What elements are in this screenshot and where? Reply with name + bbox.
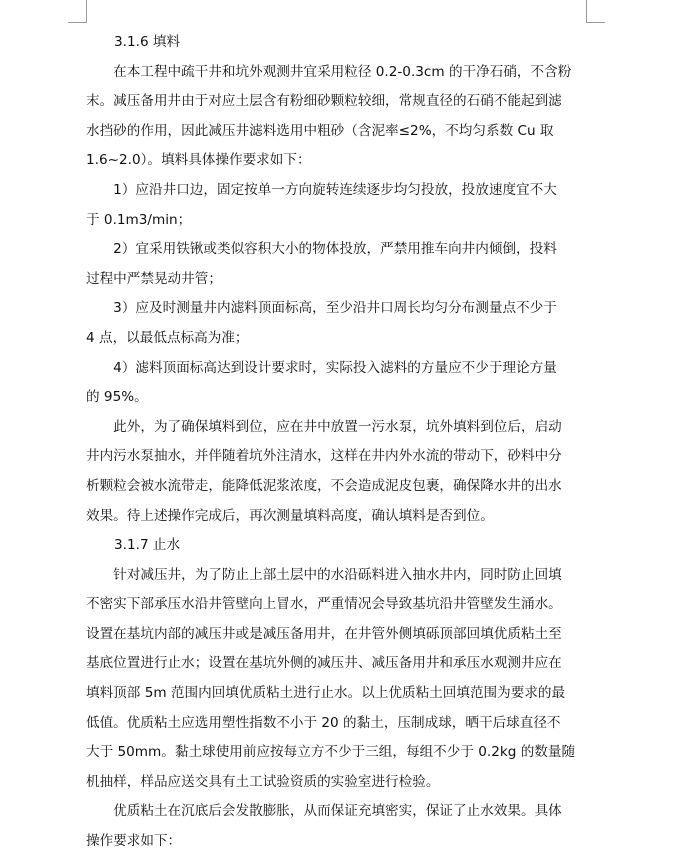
text-line: 4）滤料顶面标高达到设计要求时，实际投入滤料的方量应不少于理论方量 (86, 359, 557, 376)
text-line: 2）宜采用铁锹或类似容积大小的物体投放，严禁用推车向井内倾倒，投料 (86, 241, 557, 258)
text-line: 效果。待上述操作完成后，再次测量填料高度，确认填料是否到位。 (86, 507, 494, 524)
text-line: 于 0.1m3/min； (86, 211, 192, 228)
text-line: 的 95%。 (86, 389, 148, 406)
text-line: 1）应沿井口边，固定按单一方向旋转连续逐步均匀投放，投放速度宜不大 (86, 181, 557, 198)
text-line: 优质粘土在沉底后会发散膨胀，从而保证充填密实，保证了止水效果。具体 (86, 803, 562, 820)
text-line: 在本工程中疏干井和坑外观测井宜采用粒径 0.2-0.3cm 的干净石硝，不含粉 (86, 63, 572, 80)
text-line: 析颗粒会被水流带走，能降低泥浆浓度，不会造成泥皮包裹，确保降水井的出水 (86, 477, 562, 494)
section-heading: 3.1.6 填料 (114, 34, 181, 50)
text-line: 1.6~2.0）。填料具体操作要求如下： (86, 152, 311, 169)
text-line: 针对减压井，为了防止上部土层中的水沿砾料进入抽水井内，同时防止回填 (86, 566, 562, 583)
document-body (86, 28, 586, 857)
text-line: 过程中严禁晃动井管； (86, 270, 222, 287)
top-left-margin-mark (68, 0, 87, 23)
text-line: 不密实下部承压水沿井管壁向上冒水，严重情况会导致基坑沿井管壁发生涌水。 (86, 596, 562, 613)
top-right-margin-mark (586, 0, 605, 23)
text-line: 低值。优质粘土应选用塑性指数不小于 20 的黏土，压制成球，晒干后球直径不 (86, 714, 561, 731)
text-line: 设置在基坑内部的减压井或是减压备用井，在井管外侧填砾顶部回填优质粘土至 (86, 625, 562, 642)
section-heading: 3.1.7 止水 (114, 537, 181, 554)
text-line: 3）应及时测量井内滤料顶面标高，至少沿井口周长均匀分布测量点不少于 (86, 300, 557, 317)
text-line: 末。减压备用井由于对应土层含有粉细砂颗粒较细，常规直径的石硝不能起到滤 (86, 93, 562, 110)
text-line: 水挡砂的作用，因此减压井滤料选用中粗砂（含泥率≤2%，不均匀系数 Cu 取 (86, 122, 554, 139)
text-line: 机抽样，样品应送交具有土工试验资质的实验室进行检验。 (86, 773, 440, 790)
text-line: 大于 50mm。黏土球使用前应按每立方不少于三组，每组不少于 0.2kg 的数量随 (86, 744, 576, 761)
text-line: 填料顶部 5m 范围内回填优质粘土进行止水。以上优质粘土回填范围为要求的最 (86, 685, 566, 702)
text-line: 井内污水泵抽水，并伴随着坑外注清水，这样在井内外水流的带动下，砂料中分 (86, 448, 562, 465)
text-line: 操作要求如下： (86, 833, 182, 850)
text-line: 4 点，以最低点标高为准； (86, 329, 249, 346)
text-line: 基底位置进行止水；设置在基坑外侧的减压井、减压备用井和承压水观测井应在 (86, 655, 562, 672)
text-line: 此外，为了确保填料到位，应在井中放置一污水泵，坑外填料到位后，启动 (86, 418, 562, 435)
